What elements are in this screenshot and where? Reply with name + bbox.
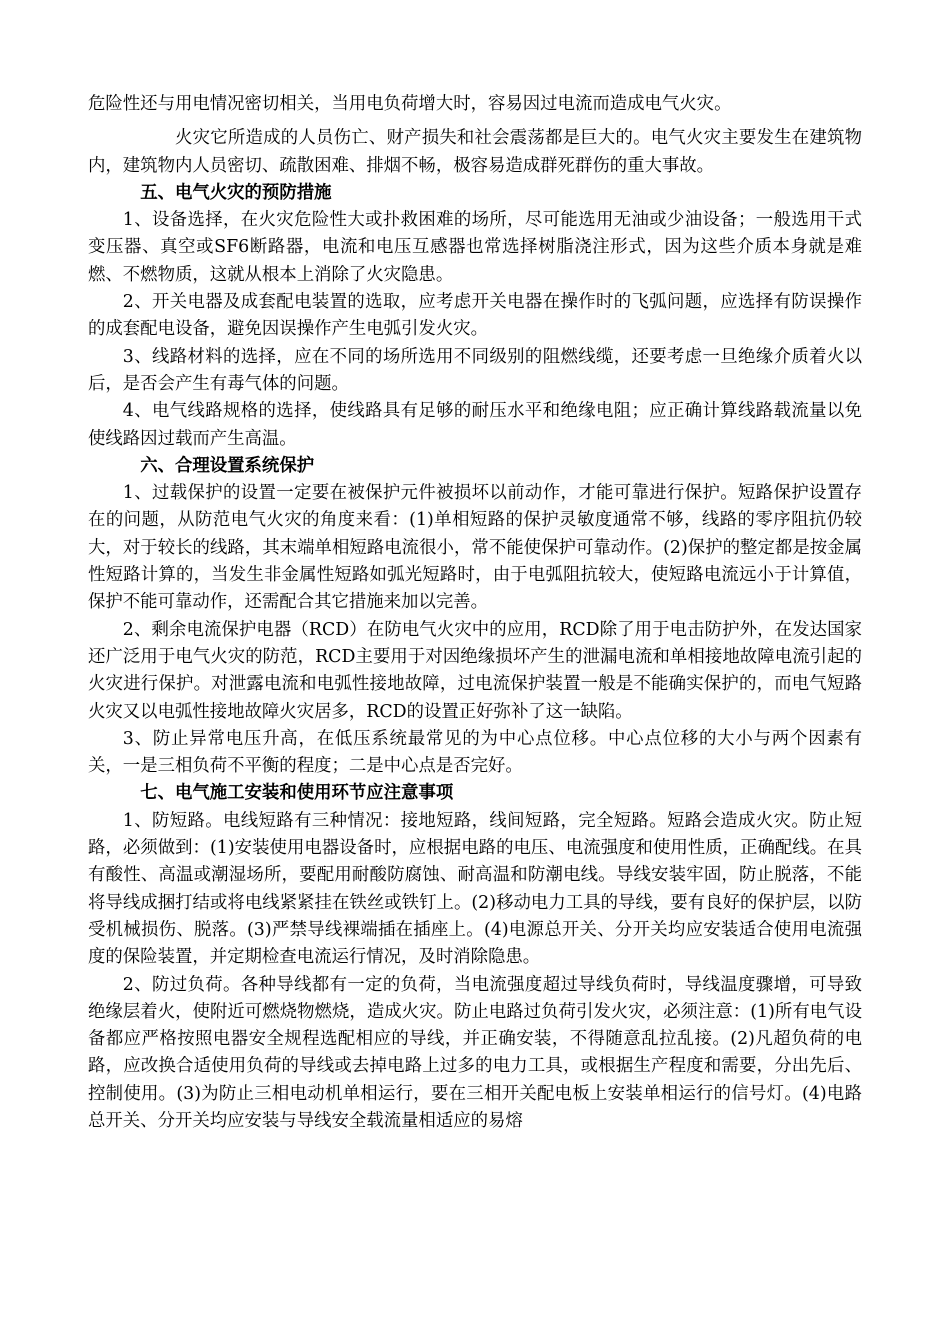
section-7-item-1: 1、防短路。电线短路有三种情况：接地短路，线间短路，完全短路。短路会造成火灾。防止短路，必须做到：(1)安装使用电器设备时，应根据电路的电压、电流强度和使用性质，正确配线。在具有酸性、高温或潮湿场所，要配用耐酸防腐蚀、耐高温和防潮电线。导线安装牢固，防止脱落，不能将导线成捆打结或将电线紧紧挂在铁丝或铁钉上。(2)移动电力工具的导线，要有良好的保护层，以防受机械损伤、脱落。(3)严禁导线裸端插在插座上。(4)电源总开关、分开关均应安装适合使用电流强度的保险装置，并定期检查电流运行情况，及时消除隐患。 — [88, 810, 862, 968]
intro-continuation: 危险性还与用电情况密切相关，当用电负荷增大时，容易因过电流而造成电气火灾。 — [88, 94, 732, 114]
section-7-heading: 七、电气施工安装和使用环节应注意事项 — [140, 783, 454, 804]
section-5-item-2: 2、开关电器及成套配电装置的选取，应考虑开关电器在操作时的飞弧问题，应选择有防误操作的成套配电设备，避免因误操作产生电弧引发火灾。 — [88, 292, 862, 340]
section-5-heading: 五、电气火灾的预防措施 — [140, 182, 332, 203]
section-5-item-4: 4、电气线路规格的选择，使线路具有足够的耐压水平和绝缘电阻；应正确计算线路载流量以免使线路因过载而产生高温。 — [88, 401, 862, 449]
section-5-item-1: 1、设备选择，在火灾危险性大或扑救困难的场所，尽可能选用无油或少油设备；一般选用干式变压器、真空或SF6断路器，电流和电压互感器也常选择树脂浇注形式，因为这些介质本身就是难燃、不燃物质，这就从根本上消除了火灾隐患。 — [88, 210, 862, 285]
section-7-item-2: 2、防过负荷。各种导线都有一定的负荷，当电流强度超过导线负荷时，导线温度骤增，可导致绝缘层着火，使附近可燃烧物燃烧，造成火灾。防止电路过负荷引发火灾，必须注意：(1)所有电气设备都应严格按照电器安全规程选配相应的导线，并正确安装，不得随意乱拉乱接。(2)凡超负荷的电路，应改换合适使用负荷的导线或去掉电路上过多的电力工具，或根据生产程度和需要，分出先后、控制使用。(3)为防止三相电动机单相运行，要在三相开关配电板上安装单相运行的信号灯。(4)电路总开关、分开关均应安装与导线安全载流量相适应的易熔 — [88, 974, 862, 1131]
section-6-item-1: 1、过载保护的设置一定要在被保护元件被损坏以前动作，才能可靠进行保护。短路保护设置存在的问题，从防范电气火灾的角度来看：(1)单相短路的保护灵敏度通常不够，线路的零序阻抗仍较大，对于较长的线路，其末端单相短路电流很小，常不能使保护可靠动作。(2)保护的整定都是按金属性短路计算的，当发生非金属性短路如弧光短路时，由于电弧阻抗较大，使短路电流远小于计算值，保护不能可靠动作，还需配合其它措施来加以完善。 — [88, 483, 862, 613]
section-5-item-3: 3、线路材料的选择，应在不同的场所选用不同级别的阻燃线缆，还要考虑一旦绝缘介质着火以后，是否会产生有毒气体的问题。 — [88, 346, 862, 394]
section-6-item-2: 2、剩余电流保护电器（RCD）在防电气火灾中的应用，RCD除了用于电击防护外，在发达国家还广泛用于电气火灾的防范，RCD主要用于对因绝缘损坏产生的泄漏电流和单相接地故障电流引起的火灾进行保护。对泄露电流和电弧性接地故障，过电流保护装置一般是不能确实保护的，而电气短路火灾又以电弧性接地故障火灾居多，RCD的设置正好弥补了这一缺陷。 — [88, 619, 862, 722]
fire-impact-paragraph: 火灾它所造成的人员伤亡、财产损失和社会震荡都是巨大的。电气火灾主要发生在建筑物内，建筑物内人员密切、疏散困难、排烟不畅，极容易造成群死群伤的重大事故。 — [88, 128, 862, 176]
section-6-heading: 六、合理设置系统保护 — [140, 455, 315, 476]
section-6-item-3: 3、防止异常电压升高，在低压系统最常见的为中心点位移。中心点位移的大小与两个因素有关，一是三相负荷不平衡的程度；二是中心点是否完好。 — [88, 728, 862, 777]
